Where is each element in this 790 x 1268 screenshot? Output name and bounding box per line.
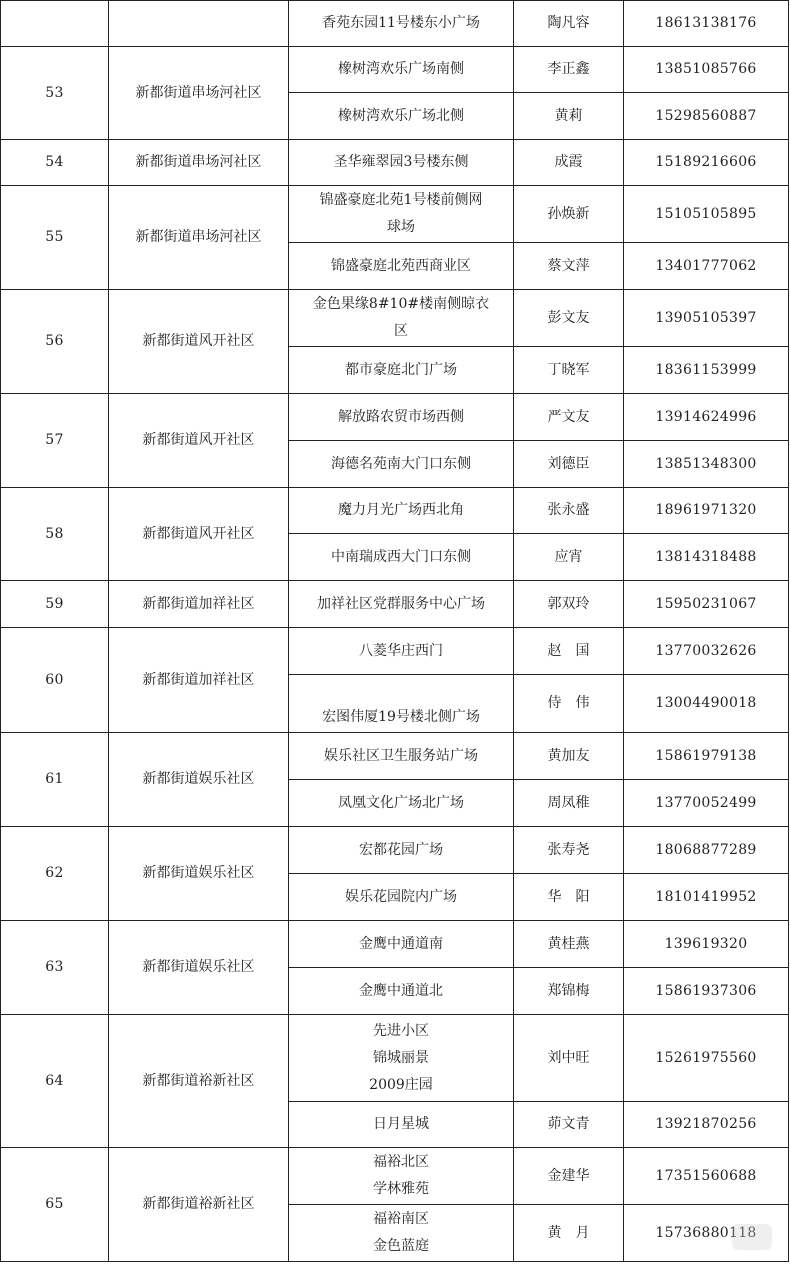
community-name: 新都街道加祥社区	[109, 581, 289, 628]
site-location	[289, 347, 514, 394]
site-location-line: 宏都花园广场	[359, 841, 443, 858]
site-location	[289, 47, 514, 93]
contact-person: 应宵	[514, 534, 624, 581]
community-name: 新都街道风开社区	[109, 290, 289, 394]
contact-phone: 13851085766	[624, 47, 789, 93]
contact-person: 陶凡容	[514, 1, 624, 47]
site-location-line: 娱乐花园院内广场	[345, 888, 457, 905]
site-location-line: 中南瑞成西大门口东侧	[331, 548, 471, 565]
community-name: 新都街道娱乐社区	[109, 733, 289, 827]
site-location	[289, 1205, 514, 1262]
site-location-line: 橡树湾欢乐广场南侧	[338, 61, 464, 77]
contact-phone: 18101419952	[624, 874, 789, 921]
site-location-line: 2009庄园	[369, 1076, 433, 1093]
site-location	[289, 628, 514, 675]
site-location	[289, 733, 514, 780]
site-location	[289, 140, 514, 186]
community-name: 新都街道串场河社区	[109, 186, 289, 290]
row-number	[1, 1, 109, 47]
table-row	[1, 140, 789, 186]
site-location-line: 锦盛豪庭北苑西商业区	[331, 257, 471, 274]
site-location-line: 娱乐社区卫生服务站广场	[324, 747, 478, 764]
row-number: 54	[1, 140, 109, 186]
community-name: 新都街道风开社区	[109, 488, 289, 581]
site-location-line: 金鹰中通道北	[359, 982, 443, 999]
site-location-line: 凤凰文化广场北广场	[338, 794, 464, 811]
contact-phone: 13814318488	[624, 534, 789, 581]
site-location-line: 解放路农贸市场西侧	[338, 408, 464, 425]
contact-phone: 13914624996	[624, 394, 789, 441]
table-row	[1, 733, 789, 780]
site-location	[289, 675, 514, 733]
contact-phone: 15189216606	[624, 140, 789, 186]
contact-phone: 13004490018	[624, 675, 789, 733]
site-location-line: 圣华雍翠园3号楼东侧	[333, 154, 469, 170]
contact-person: 蔡文萍	[514, 243, 624, 290]
contact-person: 金建华	[514, 1148, 624, 1205]
site-location-line: 都市豪庭北门广场	[345, 361, 457, 378]
site-location-line: 魔力月光广场西北角	[338, 502, 464, 518]
site-location	[289, 1, 514, 47]
table-row	[1, 628, 789, 675]
community-name: 新都街道娱乐社区	[109, 827, 289, 921]
site-location-line: 福裕南区	[373, 1211, 429, 1227]
site-location-line: 香苑东园11号楼东小广场	[322, 15, 480, 31]
table-row	[1, 394, 789, 441]
site-location-line: 先进小区	[373, 1022, 429, 1039]
contact-phone: 13401777062	[624, 243, 789, 290]
row-number: 62	[1, 827, 109, 921]
contact-phone: 15105105895	[624, 186, 789, 243]
table-row	[1, 47, 789, 93]
contact-phone: 13851348300	[624, 441, 789, 488]
row-number: 57	[1, 394, 109, 488]
table-row	[1, 290, 789, 347]
site-location	[289, 1148, 514, 1205]
site-location	[289, 968, 514, 1015]
contact-person: 彭文友	[514, 290, 624, 347]
contact-person: 孙焕新	[514, 186, 624, 243]
community-name: 新都街道裕新社区	[109, 1015, 289, 1148]
watermark	[732, 1224, 772, 1250]
contact-phone: 15950231067	[624, 581, 789, 628]
contact-phone: 15298560887	[624, 93, 789, 140]
site-location	[289, 186, 514, 243]
site-location-line	[295, 677, 507, 704]
contact-person: 赵 国	[514, 628, 624, 675]
row-number: 60	[1, 628, 109, 733]
contact-person: 张寿尧	[514, 827, 624, 874]
site-location	[289, 921, 514, 968]
table-row	[1, 827, 789, 874]
site-location-line: 日月星城	[373, 1116, 429, 1132]
site-location	[289, 488, 514, 534]
site-location	[289, 1102, 514, 1148]
contact-phone: 18961971320	[624, 488, 789, 534]
site-location-line: 福裕北区	[373, 1154, 429, 1170]
contact-phone: 13921870256	[624, 1102, 789, 1148]
contact-person: 丁晓军	[514, 347, 624, 394]
site-location-line: 金色蓝庭	[373, 1238, 429, 1254]
site-location-line: 区	[394, 323, 408, 339]
contact-person: 黄 月	[514, 1205, 624, 1262]
site-location	[289, 243, 514, 290]
site-location-line: 金鹰中通道南	[359, 935, 443, 952]
site-location-line: 锦盛豪庭北苑1号楼前侧网	[319, 192, 483, 208]
site-location-line: 橡树湾欢乐广场北侧	[338, 107, 464, 124]
table-body	[1, 1, 789, 1262]
contact-phone: 13770032626	[624, 628, 789, 675]
contact-person: 黄莉	[514, 93, 624, 140]
contact-person: 侍 伟	[514, 675, 624, 733]
contact-phone: 18361153999	[624, 347, 789, 394]
contact-person: 严文友	[514, 394, 624, 441]
row-number: 64	[1, 1015, 109, 1148]
table-row	[1, 186, 789, 243]
contact-phone: 18068877289	[624, 827, 789, 874]
contact-person: 成霞	[514, 140, 624, 186]
table-row	[1, 488, 789, 534]
contact-phone: 15861937306	[624, 968, 789, 1015]
contact-person: 周凤稚	[514, 780, 624, 827]
contact-phone: 15736880118	[624, 1205, 789, 1262]
row-number: 55	[1, 186, 109, 290]
community-name	[109, 1, 289, 47]
site-location-line: 海德名苑南大门口东侧	[331, 455, 471, 472]
contact-person: 郭双玲	[514, 581, 624, 628]
contact-person: 黄加友	[514, 733, 624, 780]
contact-person: 黄桂燕	[514, 921, 624, 968]
contact-phone: 139619320	[624, 921, 789, 968]
site-location-line: 加祥社区党群服务中心广场	[317, 595, 485, 612]
contact-phone: 13905105397	[624, 290, 789, 347]
site-location	[289, 441, 514, 488]
site-location	[289, 394, 514, 441]
community-name: 新都街道风开社区	[109, 394, 289, 488]
table-row	[1, 581, 789, 628]
table-row	[1, 921, 789, 968]
site-location	[289, 780, 514, 827]
contact-phone: 15861979138	[624, 733, 789, 780]
contact-phone: 17351560688	[624, 1148, 789, 1205]
site-location	[289, 290, 514, 347]
contact-phone: 18613138176	[624, 1, 789, 47]
contact-phone: 15261975560	[624, 1015, 789, 1102]
row-number: 59	[1, 581, 109, 628]
table-row	[1, 1015, 789, 1102]
row-number: 56	[1, 290, 109, 394]
community-name: 新都街道娱乐社区	[109, 921, 289, 1015]
row-number: 65	[1, 1148, 109, 1262]
site-location-line: 锦城丽景	[373, 1049, 429, 1066]
site-location-line: 金色果缘8#10#楼南侧晾衣	[312, 296, 490, 312]
community-name: 新都街道裕新社区	[109, 1148, 289, 1262]
table-row	[1, 1, 789, 47]
site-location	[289, 93, 514, 140]
table-row	[1, 1148, 789, 1205]
contact-person: 郑锦梅	[514, 968, 624, 1015]
contact-person: 李正鑫	[514, 47, 624, 93]
row-number: 61	[1, 733, 109, 827]
community-name: 新都街道串场河社区	[109, 47, 289, 140]
site-location-line: 八菱华庄西门	[359, 642, 443, 659]
contact-person: 茆文青	[514, 1102, 624, 1148]
contact-person: 刘中旺	[514, 1015, 624, 1102]
contact-person: 刘德臣	[514, 441, 624, 488]
site-location	[289, 581, 514, 628]
site-location-line: 学林雅苑	[373, 1181, 429, 1197]
site-location-line: 球场	[387, 219, 415, 235]
row-number: 53	[1, 47, 109, 140]
site-location	[289, 534, 514, 581]
site-location	[289, 1015, 514, 1102]
community-name: 新都街道串场河社区	[109, 140, 289, 186]
community-name: 新都街道加祥社区	[109, 628, 289, 733]
contact-person: 华 阳	[514, 874, 624, 921]
contact-person: 张永盛	[514, 488, 624, 534]
row-number: 63	[1, 921, 109, 1015]
site-location	[289, 874, 514, 921]
contact-phone: 13770052499	[624, 780, 789, 827]
row-number: 58	[1, 488, 109, 581]
site-location-line: 宏图伟厦19号楼北侧广场	[322, 708, 480, 725]
site-location	[289, 827, 514, 874]
